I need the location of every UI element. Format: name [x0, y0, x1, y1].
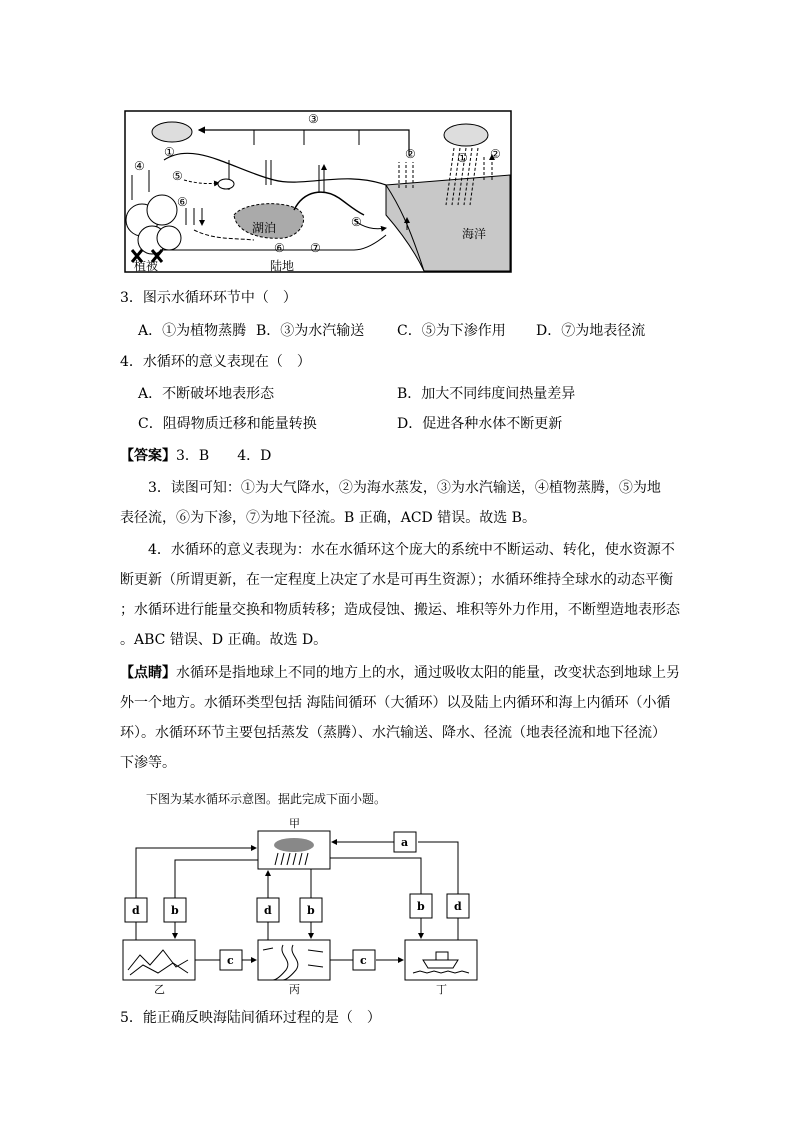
label-c5a: ⑤: [172, 169, 183, 183]
key-point-line: 环）。水循环环节主要包括蒸发（蒸腾）、水汽输送、降水、径流（地表径流和地下径流）: [120, 725, 666, 741]
key-point-tag: 【点睛】: [120, 665, 176, 681]
explanation-q4-line: 。ABC 错误、D 正确。故选 D。: [120, 632, 328, 648]
box-d-right: d: [454, 900, 462, 913]
explanation-q4: [120, 535, 700, 655]
label-ding: 丁: [436, 983, 447, 995]
label-c5b: ⑤: [351, 215, 362, 229]
label-c3: ③: [308, 112, 319, 126]
label-bing: 丙: [289, 983, 300, 995]
water-cycle-flow-diagram: [118, 815, 488, 995]
label-c6b: ⑥: [274, 241, 285, 255]
answer-tag: 【答案】: [120, 448, 176, 464]
explanation-q4-line: 4．水循环的意义表现为：水在水循环这个庞大的系统中不断运动、转化，使水资源不: [148, 542, 675, 558]
figure2-intro: 下图为某水循环示意图。据此完成下面小题。: [146, 792, 387, 806]
q4-option-c: C．阻碍物质迁移和能量转换: [138, 416, 317, 432]
explanation-q4-line: 断更新（所谓更新，在一定程度上决定了水是可再生资源）；水循环维持全球水的动态平衡: [120, 572, 673, 588]
explanation-q3-line: 3．读图可知：①为大气降水，②为海水蒸发，③为水汽输送，④植物蒸腾，⑤为地: [148, 480, 661, 496]
explanation-q4-line: ；水循环进行能量交换和物质转移；造成侵蚀、搬运、堆积等外力作用，不断塑造地表形态: [120, 602, 680, 618]
label-vegetation: 植被: [134, 259, 159, 273]
answer-text: 3．B 4．D: [176, 448, 272, 464]
q4-option-a: A．不断破坏地表形态: [138, 386, 275, 402]
box-b-right: b: [417, 900, 425, 913]
box-b-left: b: [171, 904, 179, 917]
q3-option-a: A．①为植物蒸腾: [138, 323, 247, 339]
box-c-right: c: [360, 954, 367, 967]
key-point-line: 下渗等。: [120, 755, 176, 771]
explanation-q3: [120, 473, 690, 533]
q4-stem: 4．水循环的意义表现在（ ）: [120, 354, 311, 370]
q5-stem: 5．能正确反映海陆间循环过程的是（ ）: [120, 1010, 381, 1026]
label-c1b: ①: [457, 151, 468, 165]
label-ocean: 海洋: [462, 227, 487, 241]
label-c4: ④: [134, 159, 145, 173]
explanation-q3-line: 表径流，⑥为下渗，⑦为地下径流。B 正确，ACD 错误。故选 B。: [120, 510, 536, 526]
label-c2b: ②: [490, 147, 501, 161]
q3-option-d: D．⑦为地表径流: [536, 323, 646, 339]
box-d-left: d: [132, 904, 140, 917]
box-b-middle: b: [307, 904, 315, 917]
key-point-line: 外一个地方。水循环类型包括 海陆间循环（大循环）以及陆上内循环和海上内循环（小循: [120, 695, 671, 711]
label-yi: 乙: [154, 983, 165, 995]
box-a: a: [401, 836, 409, 849]
water-cycle-diagram: [124, 110, 512, 273]
q3-option-b: B．③为水汽输送: [256, 323, 365, 339]
q4-option-b: B．加大不同纬度间热量差异: [397, 386, 576, 402]
q3-option-c: C．⑤为下渗作用: [397, 323, 506, 339]
label-jia: 甲: [289, 817, 300, 830]
q3-stem: 3．图示水循环环节中（ ）: [120, 290, 297, 306]
key-point: [120, 658, 700, 778]
label-lake: 湖泊: [252, 221, 277, 235]
label-c1: ①: [164, 145, 175, 159]
answer-line: [120, 446, 271, 466]
q4-option-d: D．促进各种水体不断更新: [397, 416, 563, 432]
box-d-middle: d: [264, 904, 272, 917]
label-c2a: ②: [405, 147, 416, 161]
label-c6a: ⑥: [177, 195, 188, 209]
box-c-left: c: [227, 954, 234, 967]
label-c7: ⑦: [310, 241, 321, 255]
label-land: 陆地: [270, 259, 295, 273]
key-point-line: 水循环是指地球上不同的地方上的水，通过吸收太阳的能量，改变状态到地球上另: [176, 665, 680, 681]
